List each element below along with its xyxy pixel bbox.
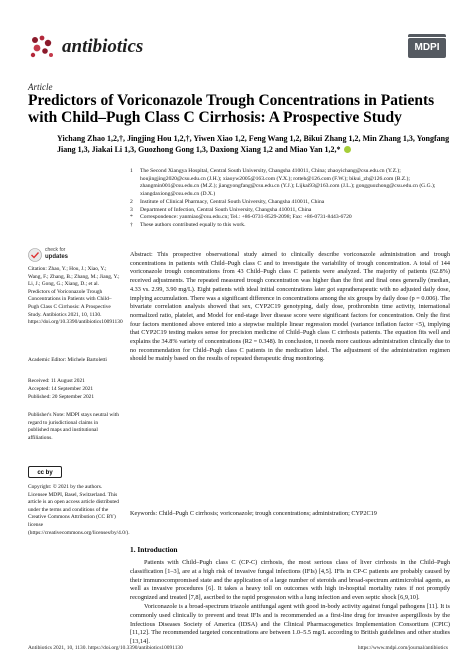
cc-by-license-icon[interactable] xyxy=(28,466,62,478)
intro-paragraph: Patients with Child–Pugh class C (CP-C) cirrhosis, the most serious class of liver cirrhosis in the Child–Pugh classification [1–3], are at a high risk of invasive fungal infections (IFIs) [4,5]. IFIs in CP-C patients are probably caused by their immunocompromised state and the application of a large number of steroids and broad-spectrum antimicrobial agents, as well as invasive procedures [6]. It takes a heavy toll on outcomes with high in-hospital mortality rates if not promptly recognized and treated [7,8], ascribed to the rapid progression with a lung infection and even septic shock [6,9,10]. xyxy=(130,559,450,602)
affiliation-item: 3 Department of Infection, Central South University, Changsha 410011, China xyxy=(130,206,312,213)
equal-contribution-note: † These authors contributed equally to this work. xyxy=(130,221,246,228)
antibiotics-logo-icon xyxy=(28,34,56,60)
footer-citation[interactable]: Antibiotics 2021, 10, 1130. https://doi.org/10.3390/antibiotics10091130 xyxy=(28,645,183,651)
footer-journal-url[interactable]: https://www.mdpi.com/journal/antibiotics xyxy=(357,645,448,651)
received-date: Received: 11 August 2021 xyxy=(28,378,85,384)
section-heading: 1. Introduction xyxy=(130,545,178,554)
author-list xyxy=(57,133,452,155)
correspondence: * Correspondence: yanmiao@csu.edu.cn; Tel.: +86-0731-8529-2098; Fax: +86-0731-8443-6720 xyxy=(130,214,352,221)
page-footer xyxy=(28,645,448,651)
affiliation-item: 2 Institute of Clinical Pharmacy, Central South University, Changsha 410011, China xyxy=(130,198,325,205)
introduction-body xyxy=(130,559,450,647)
mdpi-logo[interactable]: MDPI xyxy=(408,38,446,58)
affiliations xyxy=(130,168,450,230)
check-updates-line1: check for xyxy=(45,247,66,253)
authors-text: Yichang Zhao 1,2,†, Jingjing Hou 1,2,†, Yiwen Xiao 1,2, Feng Wang 1,2, Bikui Zhang 1,2, Min Zhang 1,3, Yongfang Jiang 1,3, Jiakai Li 1,3, Guozhong Gong 1,3, Daxiong Xiang 1,2 and Miao Yan 1,2,* xyxy=(57,134,450,154)
update-check-icon xyxy=(28,248,42,262)
article-type: Article xyxy=(28,82,53,92)
academic-editor: Academic Editor: Michele Bartoletti xyxy=(28,357,107,363)
orcid-icon[interactable] xyxy=(344,146,351,153)
sidebar-citation: Citation: Zhao, Y.; Hou, J.; Xiao, Y.; Wang, F.; Zhang, B.; Zhang, M.; Jiang, Y.; Li, J.; Gong, G.; Xiang, D.; et al. Predictors of Voriconazole Trough Concentrations in Patients with Child–Pugh Class C Cirrhosis: A Prospective Study. Antibiotics 2021, 10, 1130. https://doi.org/10.3390/antibiotics10091130 xyxy=(28,266,123,326)
affiliation-item: 1 The Second Xiangya Hospital, Central South University, Changsha 410011, China; zhaoyichang@csu.edu.cn (Y.Z.); houjingjing2020@csu.edu.cn (J.H.); xiaoyw2005@163.com (Y.X.); rotteh@126.com (F.W.); bikui_zh@126.com (B.Z.); zhangmin001@csu.edu.cn (M.Z.); jiangyongfang@csu.edu.cn (Y.J.); Lijkai93@163.com (J.L.); gongguozhong@csu.edu.cn (G.G.); xiangdaxiong@csu.edu.cn (D.X.) xyxy=(130,168,436,198)
intro-paragraph: Voriconazole is a broad-spectrum triazole antifungal agent with good in-body activity against fungal pathogens [11]. It is commonly used clinically to prevent and treat IFIs and is recommended as a first-line drug for invasive aspergillosis by the Infectious Diseases Society of America (IDSA) and the Clinical Pharmacogenetics Implementation Consortium (CPIC) [11,12]. The recommended targeted concentrations are between 1.0–5.5 mg/L according to British guidelines and other studies [13,14]. xyxy=(130,602,450,646)
mdpi-logo-bar xyxy=(408,34,446,37)
copyright-notice: Copyright: © 2021 by the authors. Licensee MDPI, Basel, Switzerland. This article is an open access article distributed under the terms and conditions of the Creative Commons Attribution (CC BY) license (https://creativecommons.org/licenses/by/4.0/). xyxy=(28,484,130,536)
check-updates-line2: updates xyxy=(45,254,69,260)
abstract: Abstract: This prospective observational study aimed to clinically describe voriconazole administration and trough concentrations in patients with Child–Pugh class C and to investigate the variability of trough concentration. A total of 144 voriconazole trough concentrations from 43 Child–Pugh class C patients were analyzed. The majority of patients (62.8%) received adjustments. The repeated measured trough concentration was higher than the first and final ones generally (median, 4.33 vs. 2.99, 3.90 mg/L). Eight patients with ideal initial concentrations later got supratherapeutic with no adjusted daily dose, implying accumulation. There was a significant difference in concentrations among the six groups by daily dose (p = 0.006). The bivariate correlation analysis showed that sex, CYP2C19 genotyping, daily dose, prothrombin time activity, international normalized ratio, platelet, and Model for end-stage liver disease score were significant factors for concentration. Only the first four factors mentioned above entered into a stepwise multiple linear regression model (variance inflation factor <5), implying that CYP2C19 testing makes sense for precision medicine of Child–Pugh class C cirrhosis patients. The equation fits well and explains the 34.8% variety of concentrations (R2 = 0.348). In conclusion, it needs more cautious administration clinically due to no recommendation for Child–Pugh class C patients in the medication label. The adjustment of the administration regimen should be mainly based on the results of repeated therapeutic drug monitoring. xyxy=(130,251,450,363)
accepted-date: Accepted: 14 September 2021 xyxy=(28,386,94,392)
cc-by-label: cc by xyxy=(28,466,62,478)
paper-title: Predictors of Voriconazole Trough Concentrations in Patients with Child–Pugh Class C Cirrhosis: A Prospective Study xyxy=(28,92,435,126)
journal-name: antibiotics xyxy=(62,36,144,57)
published-date: Published: 20 September 2021 xyxy=(28,394,95,400)
publisher-note: Publisher's Note: MDPI stays neutral with regard to jurisdictional claims in published maps and institutional affiliations. xyxy=(28,412,119,441)
keywords: Keywords: Child–Pugh C cirrhosis; voriconazole; trough concentrations; administration; CYP2C19 xyxy=(130,510,377,517)
